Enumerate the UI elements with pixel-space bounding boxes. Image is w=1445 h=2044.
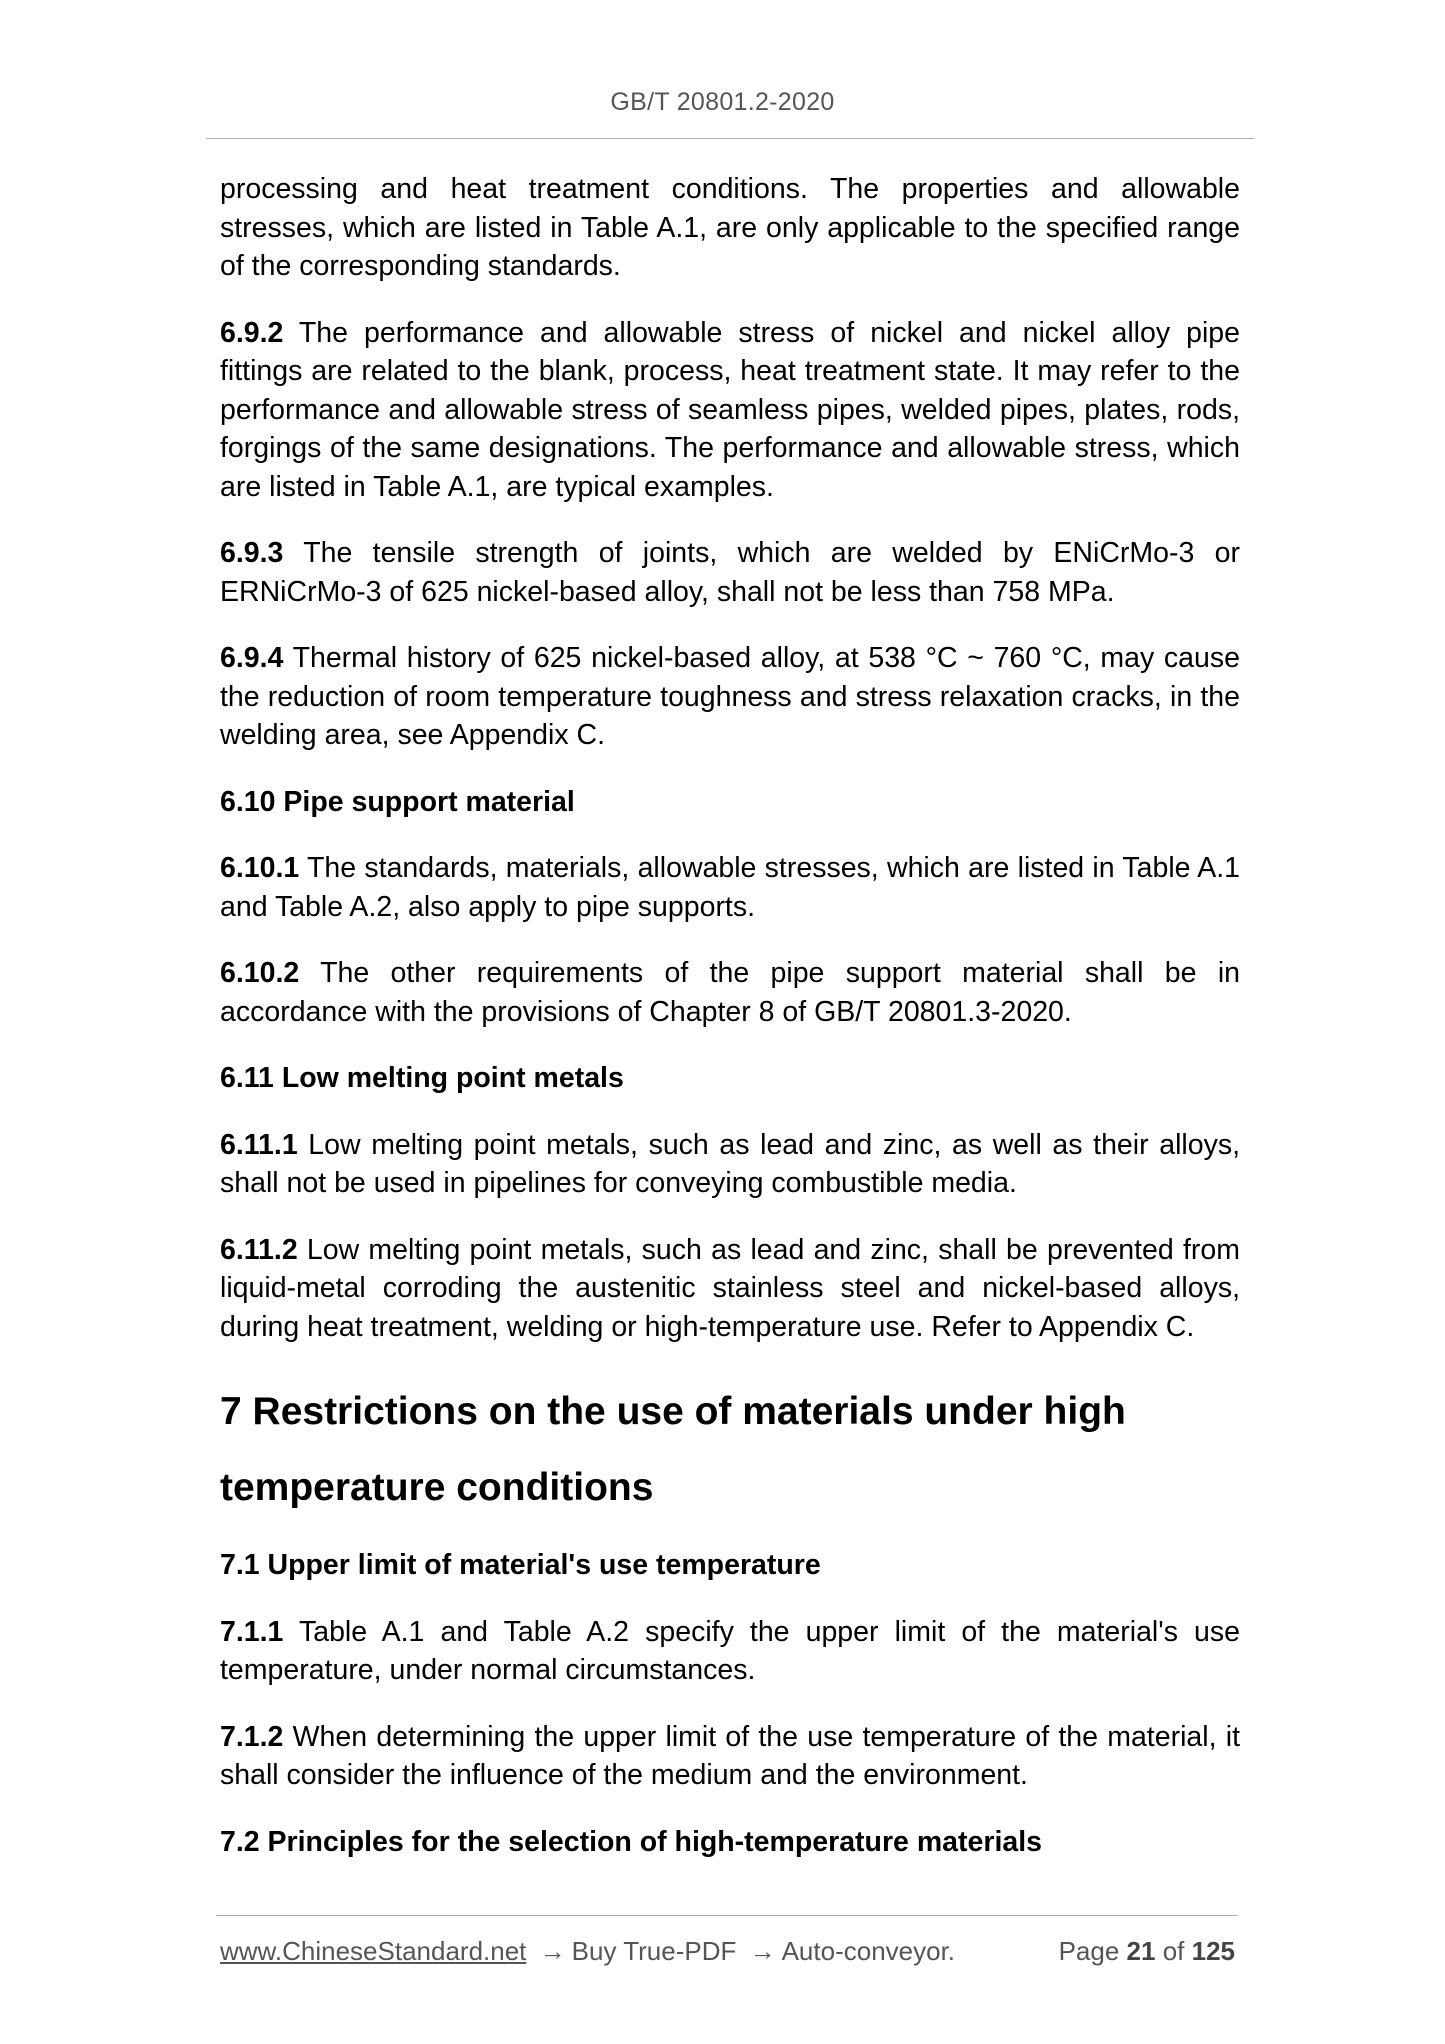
chapter-heading-7 [220, 1374, 1240, 1526]
clause-number: 6.9.2 [220, 316, 284, 349]
clause-6-9-3 [220, 534, 1240, 611]
site-link[interactable]: www.ChineseStandard.net [220, 1936, 527, 1966]
section-heading-7-1: 7.1 Upper limit of material's use temperature [220, 1549, 821, 1581]
chapter-heading-line-2: temperature conditions [220, 1466, 654, 1509]
clause-text: The performance and allowable stress of nickel and nickel alloy pipe fittings are related to the blank, process, heat treatment state. It may refer to the performance and allowable stress of seamless pipes, welded pipes, plates, rods, forgings of the same designations. The performance and allowable stress, which are listed in Table A.1, are typical examples. [220, 316, 1240, 503]
page-footer [220, 1936, 1235, 1967]
clause-number: 7.1.1 [220, 1615, 284, 1648]
page-label: Page [1058, 1936, 1120, 1966]
footer-divider [216, 1915, 1238, 1916]
clause-6-11-2 [220, 1231, 1240, 1347]
paragraph-intro [220, 170, 1240, 286]
clause-text: When determining the upper limit of the use temperature of the material, it shall consider the influence of the medium and the environment. [220, 1720, 1240, 1791]
clause-text: The tensile strength of joints, which are welded by ENiCrMo-3 or ERNiCrMo-3 of 625 nickel-based alloy, shall not be less than 758 MPa. [220, 537, 1240, 608]
clause-text: Low melting point metals, such as lead and zinc, shall be prevented from liquid-metal corroding the austenitic stainless steel and nickel-based alloys, during heat treatment, welding or high-temperature use. Refer to Appendix C. [220, 1233, 1240, 1343]
buy-true-pdf-text: Buy True-PDF [571, 1936, 737, 1966]
section-heading-7-2: 7.2 Principles for the selection of high-temperature materials [220, 1825, 1042, 1858]
arrow-right-icon: → [539, 1936, 566, 1966]
clause-7-1-1 [220, 1613, 1240, 1690]
page-header-title: GB/T 20801.2-2020 [610, 88, 835, 116]
header-divider [206, 138, 1254, 139]
clause-text: The standards, materials, allowable stresses, which are listed in Table A.1 and Table A.2, also apply to pipe supports. [220, 852, 1240, 923]
clause-number: 6.11.2 [220, 1233, 298, 1266]
clause-number: 7.1.2 [220, 1720, 284, 1753]
clause-6-11-1 [220, 1126, 1240, 1203]
paragraph-text: processing and heat treatment conditions. The properties and allowable stresses, which are listed in Table A.1, are only applicable to the specified range of the corresponding standards. [220, 173, 1240, 282]
clause-7-1-2 [220, 1718, 1240, 1795]
clause-number: 6.11.1 [220, 1128, 298, 1161]
page-current: 21 [1126, 1936, 1156, 1966]
document-body [220, 170, 1240, 1889]
clause-text: Low melting point metals, such as lead and zinc, as well as their alloys, shall not be used in pipelines for conveying combustible media. [220, 1128, 1240, 1199]
clause-6-9-4 [220, 639, 1240, 755]
auto-conveyor-text: Auto-conveyor. [781, 1936, 956, 1966]
page-of-label: of [1162, 1936, 1185, 1966]
clause-6-10-2 [220, 954, 1240, 1031]
clause-number: 6.9.4 [220, 642, 284, 674]
clause-6-10-1 [220, 849, 1240, 926]
clause-6-9-2 [220, 314, 1240, 507]
chapter-heading-line-1: 7 Restrictions on the use of materials under high [220, 1390, 1126, 1433]
clause-text: Table A.1 and Table A.2 specify the upper limit of the material's use temperature, under normal circumstances. [220, 1615, 1240, 1686]
arrow-right-icon: → [749, 1936, 776, 1966]
page-total: 125 [1191, 1936, 1235, 1966]
clause-number: 6.10.2 [220, 957, 300, 989]
page-indicator [1059, 1936, 1235, 1967]
section-heading-6-11: 6.11 Low melting point metals [220, 1062, 624, 1094]
section-heading-6-10: 6.10 Pipe support material [220, 785, 575, 818]
clause-number: 6.9.3 [220, 537, 284, 569]
clause-number: 6.10.1 [220, 852, 300, 884]
clause-text: Thermal history of 625 nickel-based alloy, at 538 °C ~ 760 °C, may cause the reduction of room temperature toughness and stress relaxation cracks, in the welding area, see Appendix C. [220, 642, 1240, 751]
clause-text: The other requirements of the pipe support material shall be in accordance with the provisions of Chapter 8 of GB/T 20801.3-2020. [220, 957, 1240, 1028]
